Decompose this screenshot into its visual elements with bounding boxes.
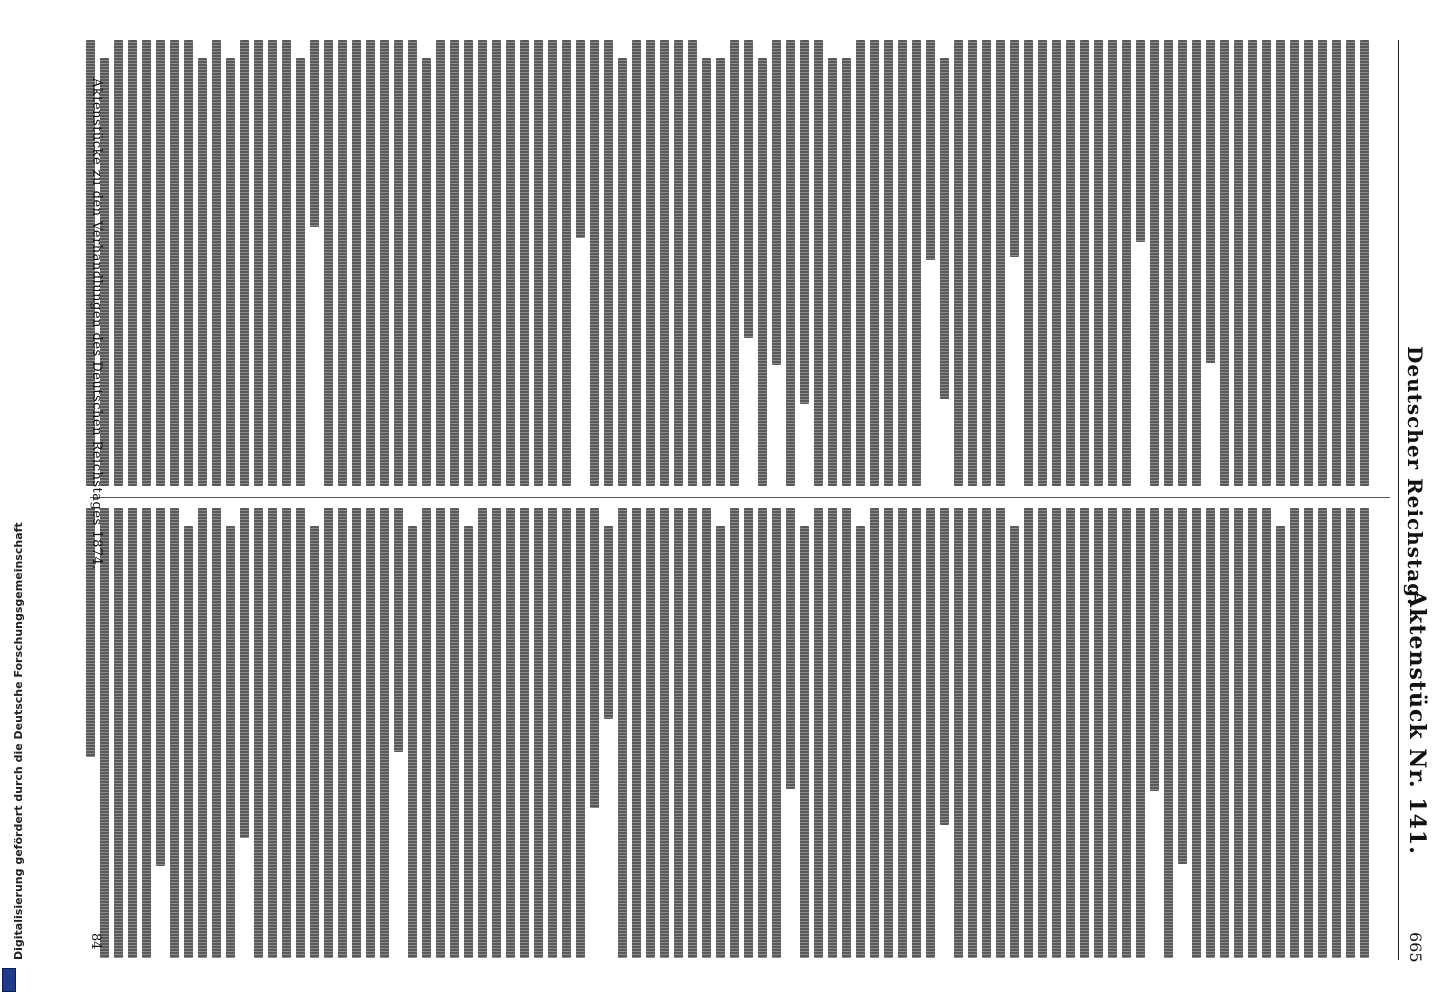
text-line xyxy=(730,40,739,486)
text-line xyxy=(590,508,599,808)
text-line xyxy=(310,40,319,227)
text-line xyxy=(226,58,235,486)
text-line xyxy=(422,508,431,958)
text-line xyxy=(1122,508,1131,958)
text-line xyxy=(254,508,263,958)
column-divider xyxy=(90,497,1390,498)
text-line xyxy=(912,40,921,486)
text-line xyxy=(1094,40,1103,486)
text-line xyxy=(954,508,963,958)
text-line xyxy=(478,508,487,958)
text-line xyxy=(394,40,403,486)
text-line xyxy=(730,508,739,958)
text-line xyxy=(128,40,137,486)
text-line xyxy=(324,508,333,958)
text-line xyxy=(1052,40,1061,486)
text-line xyxy=(1332,508,1341,958)
text-line xyxy=(380,40,389,486)
text-line xyxy=(310,526,319,958)
text-line xyxy=(604,40,613,486)
text-line xyxy=(282,508,291,958)
text-line xyxy=(1248,40,1257,486)
text-line xyxy=(100,508,109,958)
text-line xyxy=(674,508,683,958)
text-line xyxy=(548,40,557,486)
text-line xyxy=(1010,40,1019,257)
text-line xyxy=(884,508,893,958)
text-line xyxy=(380,508,389,958)
text-line xyxy=(464,526,473,958)
text-line xyxy=(534,508,543,958)
text-line xyxy=(1360,508,1369,958)
text-line xyxy=(1276,526,1285,958)
text-line xyxy=(422,58,431,486)
text-line xyxy=(702,508,711,958)
text-line xyxy=(1192,40,1201,486)
text-line xyxy=(1024,40,1033,486)
text-line xyxy=(660,508,669,958)
text-line xyxy=(184,526,193,958)
text-line xyxy=(646,40,655,486)
text-line xyxy=(520,508,529,958)
text-line xyxy=(842,58,851,486)
text-line xyxy=(268,40,277,486)
text-line xyxy=(1024,508,1033,958)
text-line xyxy=(450,508,459,958)
text-line xyxy=(954,40,963,486)
text-line xyxy=(492,40,501,486)
text-line xyxy=(926,40,935,260)
text-line xyxy=(828,58,837,486)
text-line xyxy=(1290,508,1299,958)
footer-note: Aktenstücke zu den Verhandlungen des Deutschen Reichstages 1874. xyxy=(89,78,104,571)
text-line xyxy=(226,526,235,958)
text-line xyxy=(1262,508,1271,958)
text-line xyxy=(618,58,627,486)
text-line xyxy=(562,508,571,958)
text-line xyxy=(156,508,165,866)
text-line xyxy=(800,40,809,404)
text-line xyxy=(744,508,753,958)
text-line xyxy=(1150,508,1159,791)
text-line xyxy=(240,40,249,486)
text-line xyxy=(1346,508,1355,958)
text-line xyxy=(1332,40,1341,486)
text-line xyxy=(1136,508,1145,958)
text-line xyxy=(128,508,137,958)
text-line xyxy=(296,58,305,486)
text-line xyxy=(758,508,767,958)
text-line xyxy=(1108,40,1117,486)
text-line xyxy=(996,40,1005,486)
text-line xyxy=(772,508,781,958)
text-line xyxy=(268,508,277,958)
text-line xyxy=(688,508,697,958)
text-line xyxy=(786,508,795,789)
text-line xyxy=(800,526,809,958)
text-line xyxy=(1220,40,1229,486)
text-line xyxy=(198,58,207,486)
text-line xyxy=(436,508,445,958)
text-line xyxy=(828,508,837,958)
text-line xyxy=(1346,40,1355,486)
text-line xyxy=(758,58,767,486)
attachment-label: Aktenstück Nr. 141. xyxy=(1404,590,1430,855)
text-line xyxy=(618,508,627,958)
text-line xyxy=(1234,40,1243,486)
text-line xyxy=(856,40,865,486)
text-line xyxy=(1136,40,1145,242)
text-line xyxy=(870,40,879,486)
text-line xyxy=(1220,508,1229,958)
text-line xyxy=(1304,508,1313,958)
text-line xyxy=(982,508,991,958)
text-line xyxy=(1052,508,1061,958)
text-line xyxy=(744,40,753,338)
text-line xyxy=(1360,40,1369,486)
text-line xyxy=(366,508,375,958)
text-line xyxy=(520,40,529,486)
text-line xyxy=(968,508,977,958)
text-line xyxy=(1234,508,1243,958)
journal-title: Deutscher Reichstag. xyxy=(1403,346,1427,607)
text-line xyxy=(562,40,571,486)
text-line xyxy=(352,508,361,958)
text-line xyxy=(338,508,347,958)
text-line xyxy=(1038,508,1047,958)
text-line xyxy=(1080,508,1089,958)
text-line xyxy=(1164,40,1173,486)
text-line xyxy=(212,40,221,486)
text-line xyxy=(478,40,487,486)
text-line xyxy=(142,508,151,958)
text-line xyxy=(576,508,585,958)
text-line xyxy=(1010,526,1019,958)
text-line xyxy=(1318,508,1327,958)
text-line xyxy=(1080,40,1089,486)
text-line xyxy=(646,508,655,958)
text-line xyxy=(156,40,165,486)
text-line xyxy=(814,508,823,958)
text-line xyxy=(506,508,515,958)
text-line xyxy=(940,58,949,399)
text-line xyxy=(590,40,599,486)
text-line xyxy=(814,40,823,486)
text-line xyxy=(716,58,725,486)
text-line xyxy=(1178,40,1187,486)
text-line xyxy=(184,40,193,486)
text-line xyxy=(394,508,403,752)
text-line xyxy=(1318,40,1327,486)
text-line xyxy=(548,508,557,958)
text-line xyxy=(1192,508,1201,958)
text-line xyxy=(1066,508,1075,958)
text-line xyxy=(142,40,151,486)
text-line xyxy=(856,526,865,958)
text-line xyxy=(1150,40,1159,486)
text-line xyxy=(324,40,333,486)
text-line xyxy=(898,508,907,958)
text-line xyxy=(1164,508,1173,958)
text-column-right xyxy=(86,508,1391,958)
text-line xyxy=(1248,508,1257,958)
text-column-left xyxy=(86,40,1391,486)
text-line xyxy=(632,508,641,958)
text-line xyxy=(1038,40,1047,486)
text-line xyxy=(464,40,473,486)
footer-page-number: 84 xyxy=(88,933,103,950)
text-line xyxy=(1108,508,1117,958)
text-line xyxy=(912,508,921,958)
page-number: 665 xyxy=(1406,932,1425,963)
text-line xyxy=(1206,40,1215,363)
text-line xyxy=(1304,40,1313,486)
text-line xyxy=(1290,40,1299,486)
text-line xyxy=(114,40,123,486)
text-line xyxy=(688,40,697,486)
text-line xyxy=(940,508,949,825)
text-line xyxy=(772,40,781,365)
text-line xyxy=(996,508,1005,958)
text-line xyxy=(674,40,683,486)
text-line xyxy=(702,58,711,486)
text-line xyxy=(170,508,179,958)
text-line xyxy=(1276,40,1285,486)
header-rule xyxy=(1398,40,1399,960)
text-line xyxy=(114,508,123,958)
text-line xyxy=(296,508,305,958)
text-line xyxy=(786,40,795,486)
text-line xyxy=(1206,508,1215,958)
text-line xyxy=(660,40,669,486)
text-line xyxy=(884,40,893,486)
funding-note: Digitalisierung gefördert durch die Deutsche Forschungsgemeinschaft xyxy=(12,522,25,960)
text-line xyxy=(198,508,207,958)
text-line xyxy=(576,40,585,238)
text-line xyxy=(716,526,725,958)
text-line xyxy=(870,508,879,958)
text-line xyxy=(982,40,991,486)
text-line xyxy=(436,40,445,486)
text-line xyxy=(534,40,543,486)
dfg-logo xyxy=(2,968,16,992)
text-line xyxy=(632,40,641,486)
text-line xyxy=(170,40,179,486)
text-line xyxy=(926,508,935,958)
text-line xyxy=(492,508,501,958)
text-line xyxy=(408,526,417,958)
text-line xyxy=(1178,508,1187,864)
text-line xyxy=(240,508,249,838)
text-line xyxy=(842,508,851,958)
text-line xyxy=(212,508,221,958)
text-line xyxy=(338,40,347,486)
text-line xyxy=(254,40,263,486)
text-line xyxy=(1262,40,1271,486)
text-line xyxy=(366,40,375,486)
text-line xyxy=(282,40,291,486)
text-line xyxy=(1122,40,1131,486)
text-line xyxy=(968,40,977,486)
text-line xyxy=(604,526,613,719)
text-line xyxy=(506,40,515,486)
text-line xyxy=(352,40,361,486)
text-line xyxy=(1066,40,1075,486)
text-line xyxy=(450,40,459,486)
text-line xyxy=(408,40,417,486)
text-line xyxy=(1094,508,1103,958)
text-line xyxy=(898,40,907,486)
